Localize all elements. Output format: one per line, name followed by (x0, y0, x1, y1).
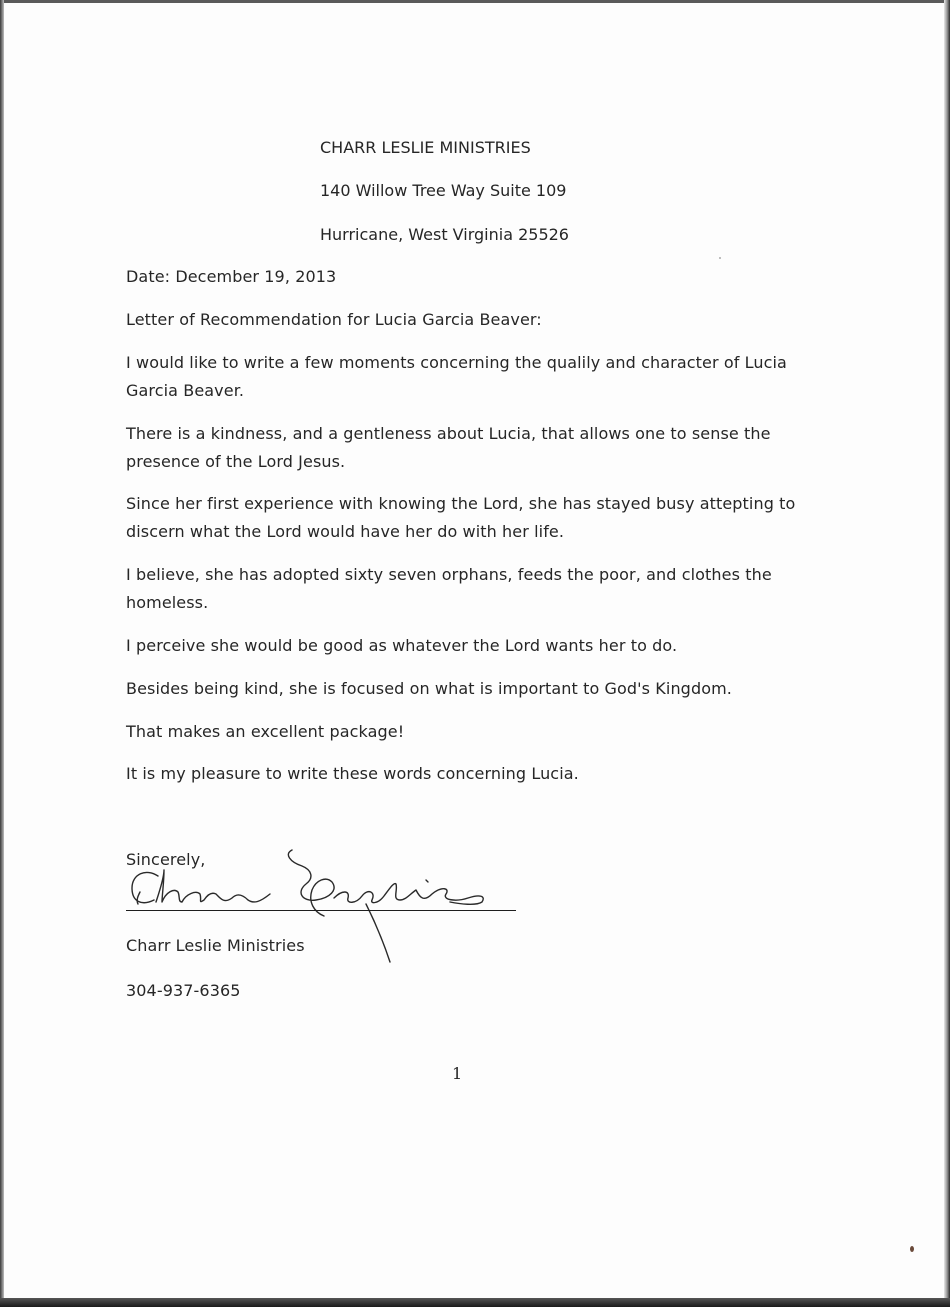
body-paragraph: I would like to write a few moments concerning the qualily and character of Lucia Garcia Beaver. (126, 353, 787, 400)
letter-date: Date: December 19, 2013 (126, 267, 337, 286)
body-paragraph: That makes an excellent package! (126, 722, 405, 741)
letterhead-address-line-2: Hurricane, West Virginia 25526 (320, 225, 569, 244)
scan-edge-bottom (0, 1298, 950, 1307)
body-paragraph: I believe, she has adopted sixty seven orphans, feeds the poor, and clothes the homeless. (126, 565, 772, 612)
body-paragraph: Besides being kind, she is focused on what is important to God's Kingdom. (126, 679, 732, 698)
letterhead-address-line-1: 140 Willow Tree Way Suite 109 (320, 181, 567, 200)
signer-phone: 304-937-6365 (126, 981, 241, 1000)
body-paragraph: Since her first experience with knowing the Lord, she has stayed busy attepting to discern what the Lord would have her do with her life. (126, 494, 796, 541)
scan-edge-top (0, 0, 950, 3)
letter-subject: Letter of Recommendation for Lucia Garcia Beaver: (126, 310, 542, 329)
body-paragraph: There is a kindness, and a gentleness about Lucia, that allows one to sense the presence of the Lord Jesus. (126, 424, 771, 471)
scan-edge-right (944, 0, 950, 1307)
closing-salutation: Sincerely, (126, 850, 206, 869)
scan-speck (910, 1246, 914, 1252)
signature-line (126, 910, 516, 911)
page-number: 1 (452, 1064, 463, 1083)
scan-edge-left (0, 0, 4, 1307)
letterhead-organization: CHARR LESLIE MINISTRIES (320, 138, 531, 157)
body-paragraph: It is my pleasure to write these words concerning Lucia. (126, 764, 579, 783)
body-paragraph: I perceive she would be good as whatever the Lord wants her to do. (126, 636, 678, 655)
signer-name: Charr Leslie Ministries (126, 936, 305, 955)
scan-speck (719, 257, 721, 259)
